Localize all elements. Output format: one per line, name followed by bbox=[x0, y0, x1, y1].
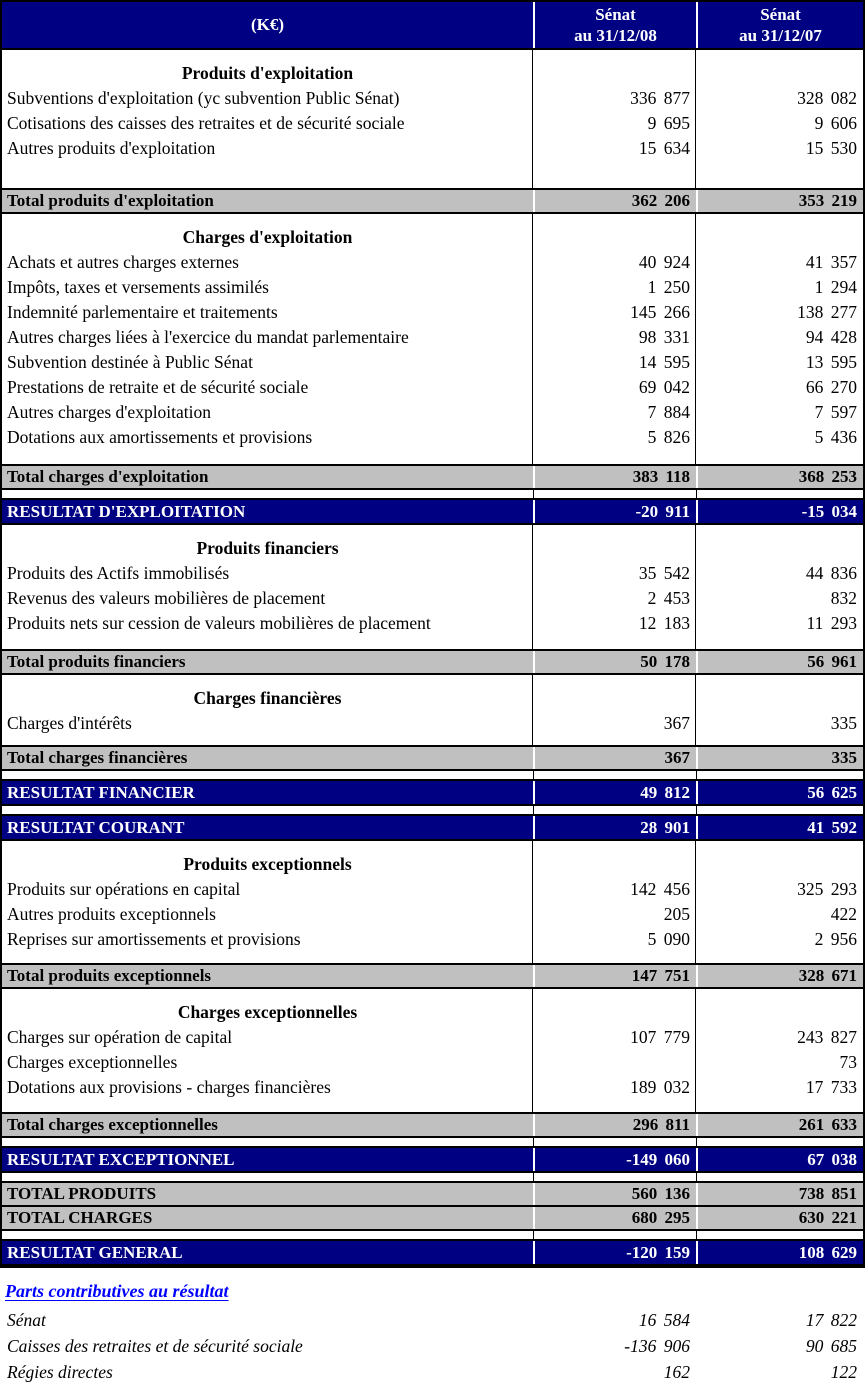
column-divider bbox=[532, 50, 533, 188]
value-2008: 296 811 bbox=[533, 1114, 696, 1136]
column-subtitle: au 31/12/08 bbox=[574, 26, 657, 45]
value-2007: 832 bbox=[830, 588, 857, 608]
value-2007: 56 961 bbox=[696, 651, 863, 673]
value-2008: 680 295 bbox=[533, 1207, 696, 1229]
row-label: RESULTAT GENERAL bbox=[7, 1242, 183, 1262]
column-divider bbox=[532, 841, 533, 963]
section-title-row bbox=[2, 60, 863, 86]
value-2007: -15 034 bbox=[696, 500, 863, 523]
value-2008: 16 584 bbox=[638, 1309, 690, 1330]
value-2008: 2 453 bbox=[647, 588, 690, 608]
value-2008: 560 136 bbox=[533, 1183, 696, 1205]
value-2007: 108 629 bbox=[696, 1241, 863, 1264]
total-row bbox=[2, 188, 863, 214]
row-label: Charges exceptionnelles bbox=[7, 1052, 178, 1072]
value-2008: 14 595 bbox=[638, 352, 690, 372]
row-label: Subvention destinée à Public Sénat bbox=[7, 352, 253, 372]
value-2007: 41 592 bbox=[696, 816, 863, 839]
spacer-cell bbox=[696, 1138, 863, 1146]
value-2008: 15 634 bbox=[638, 138, 690, 158]
total-row bbox=[2, 1112, 863, 1138]
footer-section bbox=[0, 1268, 865, 1385]
column-title: Sénat bbox=[760, 5, 801, 24]
section-block bbox=[2, 675, 863, 745]
row-label: TOTAL PRODUITS bbox=[7, 1184, 157, 1203]
spacer-row bbox=[2, 1231, 863, 1239]
row-label: Produits nets sur cession de valeurs mobilières de placement bbox=[7, 613, 431, 633]
total-row bbox=[2, 464, 863, 490]
spacer-row bbox=[2, 1138, 863, 1146]
value-2008: 9 695 bbox=[647, 113, 690, 133]
value-2007: 9 606 bbox=[814, 113, 857, 133]
data-row bbox=[2, 902, 863, 927]
value-2008: 162 bbox=[663, 1361, 690, 1382]
spacer-cell bbox=[696, 490, 863, 498]
data-row bbox=[2, 300, 863, 325]
value-2007: 41 357 bbox=[805, 252, 857, 272]
spacer-cell bbox=[533, 1138, 696, 1146]
value-2007: 368 253 bbox=[696, 466, 863, 488]
value-2008: 147 751 bbox=[533, 965, 696, 987]
column-header-2007 bbox=[696, 2, 863, 48]
value-2008: 367 bbox=[663, 713, 690, 733]
data-row bbox=[2, 1025, 863, 1050]
row-label: Autres charges d'exploitation bbox=[7, 402, 212, 422]
data-row bbox=[2, 350, 863, 375]
value-2007: 335 bbox=[696, 747, 863, 769]
total-row bbox=[2, 1181, 863, 1207]
value-2008: 35 542 bbox=[638, 563, 690, 583]
value-2008 bbox=[533, 685, 696, 711]
row-label: Indemnité parlementaire et traitements bbox=[7, 302, 278, 322]
section-title: Produits financiers bbox=[196, 537, 339, 558]
unit-label: (K€) bbox=[250, 15, 285, 34]
value-2007: 138 277 bbox=[797, 302, 857, 322]
total-row bbox=[2, 1207, 863, 1231]
value-2008: 50 178 bbox=[533, 651, 696, 673]
value-2007: 328 671 bbox=[696, 965, 863, 987]
value-2007: 738 851 bbox=[696, 1183, 863, 1205]
result-row bbox=[2, 498, 863, 525]
total-row bbox=[2, 649, 863, 675]
value-2007: 122 bbox=[830, 1361, 857, 1382]
value-2008: 5 826 bbox=[647, 427, 690, 447]
value-2007 bbox=[696, 851, 863, 877]
row-label: Total charges d'exploitation bbox=[7, 467, 209, 486]
footer-data-row bbox=[2, 1307, 865, 1333]
data-row bbox=[2, 586, 863, 611]
row-label: Autres charges liées à l'exercice du mandat parlementaire bbox=[7, 327, 409, 347]
row-label: RESULTAT D'EXPLOITATION bbox=[7, 501, 246, 521]
column-divider bbox=[695, 525, 696, 649]
row-label: RESULTAT COURANT bbox=[7, 817, 185, 837]
row-label: Revenus des valeurs mobilières de placement bbox=[7, 588, 326, 608]
column-divider bbox=[695, 675, 696, 745]
value-2008: 189 032 bbox=[630, 1077, 690, 1097]
value-2007: 94 428 bbox=[805, 327, 857, 347]
section-block bbox=[2, 525, 863, 649]
data-row bbox=[2, 1075, 863, 1100]
total-row bbox=[2, 745, 863, 771]
value-2008: 49 812 bbox=[533, 781, 696, 804]
column-divider bbox=[695, 989, 696, 1112]
value-2008: -20 911 bbox=[533, 500, 696, 523]
row-label: TOTAL CHARGES bbox=[7, 1208, 153, 1227]
value-2007: 5 436 bbox=[814, 427, 857, 447]
row-label: Total produits d'exploitation bbox=[7, 191, 214, 210]
column-divider bbox=[695, 50, 696, 188]
row-label: Prestations de retraite et de sécurité sociale bbox=[7, 377, 309, 397]
row-label: Autres produits d'exploitation bbox=[7, 138, 216, 158]
value-2007: 73 bbox=[839, 1052, 857, 1072]
value-2008: 98 331 bbox=[638, 327, 690, 347]
section-block bbox=[2, 841, 863, 963]
value-2007: 17 733 bbox=[805, 1077, 857, 1097]
column-header-2008 bbox=[533, 2, 696, 48]
value-2008: 145 266 bbox=[630, 302, 690, 322]
value-2008: 12 183 bbox=[638, 613, 690, 633]
column-subtitle: au 31/12/07 bbox=[739, 26, 822, 45]
result-row bbox=[2, 1146, 863, 1173]
spacer-cell bbox=[533, 806, 696, 814]
data-row bbox=[2, 86, 863, 111]
value-2007 bbox=[696, 999, 863, 1025]
value-2008: 7 884 bbox=[647, 402, 690, 422]
value-2007: 630 221 bbox=[696, 1207, 863, 1229]
value-2008: 336 877 bbox=[630, 88, 690, 108]
section-title: Produits d'exploitation bbox=[181, 62, 354, 83]
value-2007: 7 597 bbox=[814, 402, 857, 422]
row-label: Produits des Actifs immobilisés bbox=[7, 563, 230, 583]
value-2008: 107 779 bbox=[630, 1027, 690, 1047]
section-title: Charges financières bbox=[193, 687, 342, 708]
row-label: Régies directes bbox=[7, 1361, 113, 1382]
value-2008: 69 042 bbox=[638, 377, 690, 397]
spacer-cell bbox=[696, 806, 863, 814]
value-2008: -120 159 bbox=[533, 1241, 696, 1264]
value-2007: 2 956 bbox=[814, 929, 857, 949]
table-body bbox=[2, 50, 863, 1266]
value-2007: 17 822 bbox=[805, 1309, 857, 1330]
value-2007: 353 219 bbox=[696, 190, 863, 212]
data-row bbox=[2, 561, 863, 586]
row-label: Cotisations des caisses des retraites et de sécurité sociale bbox=[7, 113, 405, 133]
row-label: Charges sur opération de capital bbox=[7, 1027, 233, 1047]
row-label: Total produits exceptionnels bbox=[7, 966, 212, 985]
spacer-row bbox=[2, 1173, 863, 1181]
spacer-cell bbox=[2, 1138, 533, 1146]
value-2008 bbox=[533, 851, 696, 877]
result-row bbox=[2, 1239, 863, 1266]
data-row bbox=[2, 111, 863, 136]
row-label: Charges d'intérêts bbox=[7, 713, 132, 733]
value-2008: 40 924 bbox=[638, 252, 690, 272]
header-row bbox=[2, 2, 863, 50]
result-row bbox=[2, 779, 863, 806]
value-2008: -136 906 bbox=[624, 1335, 690, 1356]
footer-data-row bbox=[2, 1333, 865, 1359]
value-2007: 1 294 bbox=[814, 277, 857, 297]
value-2007: 328 082 bbox=[797, 88, 857, 108]
value-2007: 325 293 bbox=[797, 879, 857, 899]
row-label: Dotations aux amortissements et provisions bbox=[7, 427, 313, 447]
total-row bbox=[2, 963, 863, 989]
row-label: RESULTAT EXCEPTIONNEL bbox=[7, 1149, 235, 1169]
section-block bbox=[2, 989, 863, 1112]
row-label: Caisses des retraites et de sécurité sociale bbox=[7, 1335, 303, 1356]
data-row bbox=[2, 375, 863, 400]
spacer-cell bbox=[2, 1231, 533, 1239]
footer-title: Parts contributives au résultat bbox=[5, 1281, 229, 1301]
value-2007: 15 530 bbox=[805, 138, 857, 158]
section-title: Charges d'exploitation bbox=[182, 226, 353, 247]
section-title-row bbox=[2, 999, 863, 1025]
column-divider bbox=[695, 214, 696, 464]
column-divider bbox=[532, 214, 533, 464]
row-label: Subventions d'exploitation (yc subvention Public Sénat) bbox=[7, 88, 400, 108]
section-title: Charges exceptionnelles bbox=[177, 1001, 358, 1022]
value-2008 bbox=[533, 999, 696, 1025]
value-2007: 67 038 bbox=[696, 1148, 863, 1171]
spacer-cell bbox=[2, 1173, 533, 1181]
value-2008: 367 bbox=[533, 747, 696, 769]
value-2008 bbox=[533, 1050, 696, 1075]
column-divider bbox=[532, 525, 533, 649]
section-title-row bbox=[2, 535, 863, 561]
row-label: Achats et autres charges externes bbox=[7, 252, 239, 272]
row-label: Reprises sur amortissements et provisions bbox=[7, 929, 301, 949]
spacer-cell bbox=[696, 1173, 863, 1181]
row-label: RESULTAT FINANCIER bbox=[7, 782, 195, 802]
row-label: Total charges exceptionnelles bbox=[7, 1115, 218, 1134]
row-label: Produits sur opérations en capital bbox=[7, 879, 241, 899]
data-row bbox=[2, 611, 863, 636]
value-2007 bbox=[696, 60, 863, 86]
value-2007: 335 bbox=[830, 713, 857, 733]
value-2008 bbox=[533, 60, 696, 86]
row-label: Autres produits exceptionnels bbox=[7, 904, 216, 924]
section-title-row bbox=[2, 685, 863, 711]
data-row bbox=[2, 877, 863, 902]
footer-rows bbox=[2, 1307, 865, 1385]
footer-data-row bbox=[2, 1359, 865, 1385]
row-label: Total produits financiers bbox=[7, 652, 186, 671]
spacer-cell bbox=[2, 771, 533, 779]
data-row bbox=[2, 275, 863, 300]
spacer-cell bbox=[533, 1173, 696, 1181]
spacer-cell bbox=[533, 1231, 696, 1239]
section-title-row bbox=[2, 851, 863, 877]
spacer-cell bbox=[2, 806, 533, 814]
value-2008: 383 118 bbox=[533, 466, 696, 488]
spacer-cell bbox=[2, 490, 533, 498]
section-title: Produits exceptionnels bbox=[183, 853, 352, 874]
spacer-cell bbox=[533, 771, 696, 779]
data-row bbox=[2, 425, 863, 450]
value-2007: 261 633 bbox=[696, 1114, 863, 1136]
value-2007: 56 625 bbox=[696, 781, 863, 804]
value-2007: 422 bbox=[830, 904, 857, 924]
column-divider bbox=[695, 841, 696, 963]
value-2008: 362 206 bbox=[533, 190, 696, 212]
value-2008 bbox=[533, 224, 696, 250]
value-2007: 66 270 bbox=[805, 377, 857, 397]
data-row bbox=[2, 400, 863, 425]
value-2008 bbox=[533, 535, 696, 561]
column-divider bbox=[532, 675, 533, 745]
value-2008: 205 bbox=[663, 904, 690, 924]
data-row bbox=[2, 1050, 863, 1075]
row-label: Dotations aux provisions - charges financières bbox=[7, 1077, 331, 1097]
column-divider bbox=[532, 989, 533, 1112]
value-2007: 243 827 bbox=[797, 1027, 857, 1047]
section-block bbox=[2, 214, 863, 464]
spacer-cell bbox=[533, 490, 696, 498]
spacer-cell bbox=[696, 1231, 863, 1239]
value-2007: 90 685 bbox=[805, 1335, 857, 1356]
value-2008: 5 090 bbox=[647, 929, 690, 949]
row-label: Total charges financières bbox=[7, 748, 188, 767]
row-label: Impôts, taxes et versements assimilés bbox=[7, 277, 269, 297]
value-2008: 142 456 bbox=[630, 879, 690, 899]
section-title-row bbox=[2, 224, 863, 250]
column-title: Sénat bbox=[595, 5, 636, 24]
spacer-row bbox=[2, 490, 863, 498]
data-row bbox=[2, 250, 863, 275]
value-2007: 44 836 bbox=[805, 563, 857, 583]
data-row bbox=[2, 136, 863, 161]
spacer-row bbox=[2, 771, 863, 779]
value-2007 bbox=[696, 535, 863, 561]
value-2008: -149 060 bbox=[533, 1148, 696, 1171]
spacer-cell bbox=[696, 771, 863, 779]
value-2007 bbox=[696, 224, 863, 250]
result-row bbox=[2, 814, 863, 841]
data-row bbox=[2, 325, 863, 350]
value-2007 bbox=[696, 685, 863, 711]
value-2008: 28 901 bbox=[533, 816, 696, 839]
section-block bbox=[2, 50, 863, 188]
data-row bbox=[2, 711, 863, 736]
value-2007: 11 293 bbox=[806, 613, 857, 633]
value-2007: 13 595 bbox=[805, 352, 857, 372]
spacer-row bbox=[2, 806, 863, 814]
data-row bbox=[2, 927, 863, 952]
value-2008: 1 250 bbox=[647, 277, 690, 297]
row-label: Sénat bbox=[7, 1309, 46, 1330]
